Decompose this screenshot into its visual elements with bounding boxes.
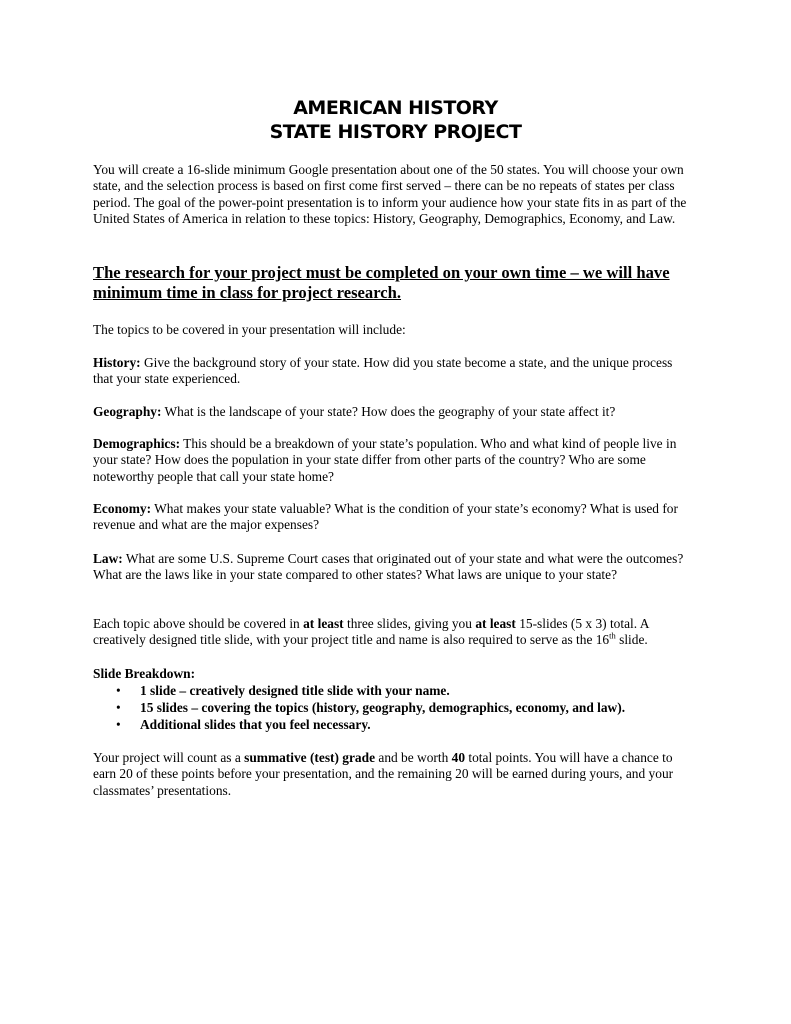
topic-geography bbox=[93, 404, 693, 420]
topics-intro: The topics to be covered in your presentation will include: bbox=[93, 322, 406, 337]
topic-label: Law: bbox=[93, 551, 123, 566]
list-item-text: 1 slide – creatively designed title slide with your name. bbox=[140, 683, 450, 698]
coverage-text: 15-slides (5 x 3) total. A creatively designed title slide, with your project title and name is also required to serve as the 16 bbox=[93, 616, 649, 648]
topic-history bbox=[93, 355, 693, 388]
topic-text: What makes your state valuable? What is the condition of your state’s economy? What is used for revenue and what are the major expenses? bbox=[93, 501, 678, 533]
list-item bbox=[93, 699, 693, 716]
document-title-line-1: AMERICAN HISTORY bbox=[293, 97, 498, 119]
topic-label: Geography: bbox=[93, 404, 162, 419]
topic-label: Economy: bbox=[93, 501, 152, 516]
grading-paragraph bbox=[93, 750, 693, 799]
topic-text: This should be a breakdown of your state’s population. Who and what kind of people live in your state? How does the population in your state differ from other parts of the country? Who are some noteworthy people that call your state home? bbox=[93, 436, 677, 484]
coverage-emphasis: at least bbox=[475, 616, 516, 631]
list-item-text: Additional slides that you feel necessary. bbox=[140, 717, 371, 732]
list-item-text: 15 slides – covering the topics (history, geography, demographics, economy, and law). bbox=[140, 700, 626, 715]
bullet-icon: • bbox=[116, 717, 121, 732]
document-title-line-2: STATE HISTORY PROJECT bbox=[269, 121, 522, 143]
intro-paragraph: You will create a 16-slide minimum Google presentation about one of the 50 states. You will choose your own state, and the selection process is based on first come first served – there can be no repeats of states per class period. The goal of the power-point presentation is to inform your audience how your state fits in as part of the United States of America in relation to these topics: History, Geography, Demographics, Economy, and Law. bbox=[93, 162, 687, 226]
grading-text: Your project will count as a bbox=[93, 750, 245, 765]
topic-economy bbox=[93, 501, 693, 534]
coverage-paragraph bbox=[93, 616, 693, 649]
grading-text: and be worth bbox=[375, 750, 452, 765]
coverage-emphasis: at least bbox=[303, 616, 344, 631]
grading-emphasis: 40 bbox=[451, 750, 466, 765]
coverage-text: Each topic above should be covered in bbox=[93, 616, 304, 631]
topic-label: History: bbox=[93, 355, 141, 370]
research-notice: The research for your project must be completed on your own time – we will have minimum time in class for project research. bbox=[93, 263, 670, 302]
topic-text: What is the landscape of your state? How does the geography of your state affect it? bbox=[161, 404, 616, 419]
topic-label: Demographics: bbox=[93, 436, 181, 451]
slide-breakdown bbox=[93, 665, 693, 733]
slide-breakdown-heading: Slide Breakdown: bbox=[93, 666, 196, 681]
list-item bbox=[93, 682, 693, 699]
bullet-icon: • bbox=[116, 700, 121, 715]
topic-law bbox=[93, 551, 693, 584]
grading-text: total points. You will have a chance to earn 20 of these points before your presentation, and the remaining 20 will be earned during yours, and your classmates’ presentations. bbox=[93, 750, 674, 798]
list-item bbox=[93, 716, 693, 733]
coverage-text: three slides, giving you bbox=[343, 616, 476, 631]
ordinal-superscript: th bbox=[609, 630, 616, 641]
topic-text: Give the background story of your state. How did you state become a state, and the unique process that your state experienced. bbox=[93, 355, 673, 387]
topic-demographics bbox=[93, 436, 693, 485]
grading-emphasis: summative (test) grade bbox=[244, 750, 376, 765]
coverage-text: slide. bbox=[615, 632, 648, 648]
topic-text: What are some U.S. Supreme Court cases that originated out of your state and what were the outcomes? What are the laws like in your state compared to other states? What laws are unique to your state? bbox=[93, 551, 684, 583]
bullet-icon: • bbox=[116, 683, 121, 698]
